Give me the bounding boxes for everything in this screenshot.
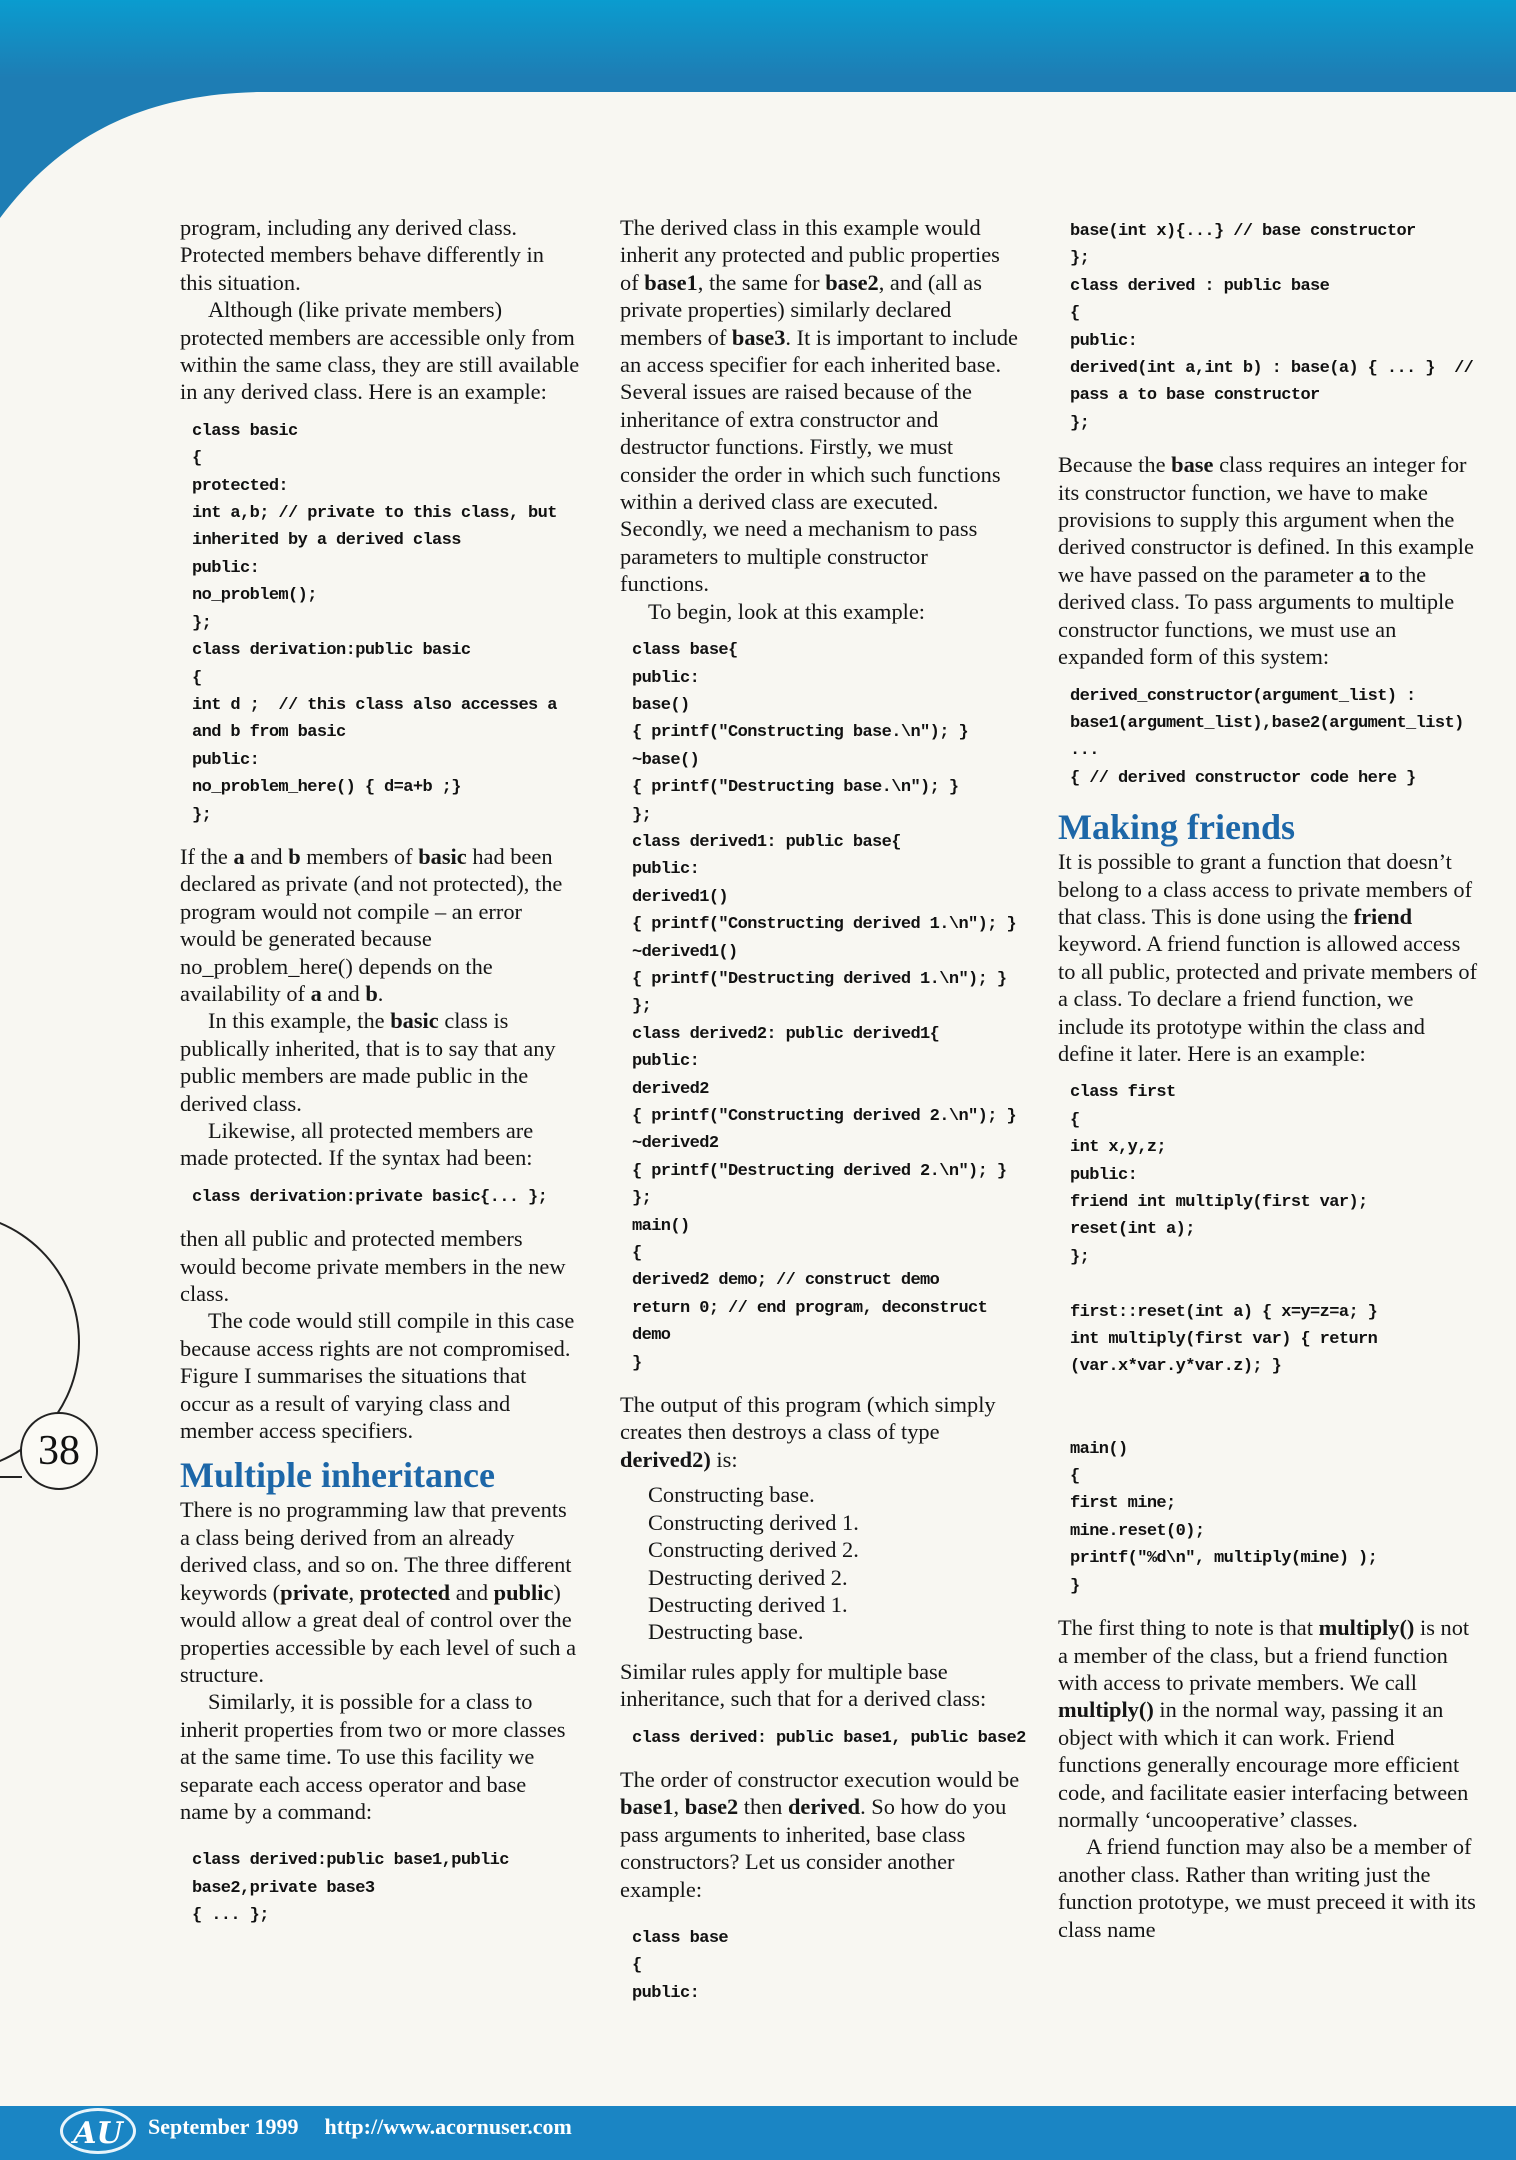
top-color-band — [0, 0, 1516, 78]
code-listing: class base { public: — [632, 1928, 729, 2003]
col1-paragraph — [180, 214, 580, 296]
acorn-user-logo: AU — [60, 2108, 136, 2154]
text-run: members of — [300, 843, 419, 869]
bold-term: basic — [418, 843, 467, 869]
text-run: Although (like private members) protected members are accessible only from within the same class, they are still available in any derived class. Here is an example: — [180, 297, 580, 405]
code-listing: class derived: public base1, public base2 — [632, 1728, 1026, 1748]
text-run: There is no programming law that prevents a class being derived from an already derived class, and so on. The three different keywords ( — [180, 1497, 572, 1605]
text-run: The output of this program (which simply creates then destroys a class of type — [620, 1392, 996, 1445]
text-run: To begin, look at this example: — [648, 598, 926, 624]
text-run: then — [738, 1794, 788, 1820]
text-run: The code would still compile in this case because access rights are not compromised. Figure I summarises the situations that occur as a result of varying class and member access specifiers. — [180, 1308, 575, 1444]
code-listing: class derived:public base1,public base2,private base3 { ... }; — [192, 1851, 509, 1926]
text-run: , — [673, 1794, 685, 1820]
text-run: is not a member of the class, but a friend function with access to private members. We call — [1058, 1615, 1470, 1695]
text-run: . — [377, 980, 384, 1006]
col3-paragraph — [1058, 1833, 1478, 1943]
text-run: Likewise, all protected members are made protected. If the syntax had been: — [180, 1118, 534, 1171]
col1-paragraph — [180, 1225, 580, 1307]
text-run: and — [244, 843, 289, 869]
text-run: The derived class in this example would inherit any protected and public properties of — [620, 215, 1000, 295]
text-run: . So how do you pass arguments to inherited, base class constructors? Let us consider another example: — [620, 1794, 1007, 1902]
issue-date: September 1999 — [148, 2114, 299, 2139]
text-run: , and (all as private properties) similarly declared members of — [620, 269, 982, 350]
text-run: to the derived class. To pass arguments to multiple constructor functions, we must use an expanded form of this system: — [1058, 561, 1455, 670]
column-1 — [180, 214, 580, 1944]
bold-term: base2 — [684, 1794, 739, 1820]
top-swoosh-curve — [0, 78, 1516, 218]
column-3 — [1058, 214, 1478, 1943]
col1-paragraph — [180, 843, 580, 1007]
text-run: class is publically inherited, that is to say that any public members are made public in the derived class. — [180, 1008, 556, 1116]
bold-term: a — [1358, 561, 1371, 587]
bold-term: private — [280, 1579, 349, 1605]
text-run: . It is important to include an access specifier for each inherited base. Several issues are raised because of the inheritance of extra constructor and destructor functions. Firstly, we must consider the order in which such functions within a derived class are executed. Secondly, we need a mechanism to pass parameters to multiple constructor functions. — [620, 324, 1018, 597]
text-run: and — [450, 1579, 494, 1605]
text-run: ) would allow a great deal of control over the properties accessible by each level of such a structure. — [180, 1579, 577, 1687]
page-number: 38 — [20, 1412, 98, 1490]
bold-term: base2 — [825, 269, 879, 295]
text-run: A friend function may also be a member of another class. Rather than writing just the function prototype, we must preceed it with its class name — [1058, 1834, 1476, 1942]
col2-paragraph — [620, 1766, 1020, 1903]
bold-term: multiply() — [1318, 1615, 1415, 1641]
bold-term: public — [493, 1579, 554, 1605]
text-run: The first thing to note is that — [1058, 1615, 1319, 1641]
text-run: in the normal way, passing it an object with which it can work. Friend functions generally encourage more efficient code, and facilitate easier interfacing between normally ‘uncooperative’ classes. — [1058, 1697, 1469, 1832]
bold-term: base1 — [620, 1794, 674, 1820]
text-run: The order of constructor execution would be — [620, 1766, 1020, 1792]
bold-term: protected — [359, 1579, 451, 1605]
col3-paragraph — [1058, 848, 1478, 1067]
bold-term: base3 — [731, 324, 786, 350]
col1-paragraph — [180, 1307, 580, 1444]
page-tab-tick — [0, 1476, 22, 1478]
output-line: Constructing base. — [648, 1482, 815, 1508]
col3-paragraph — [1058, 451, 1478, 670]
bold-term: b — [365, 980, 378, 1006]
text-run: program, including any derived class. Protected members behave differently in this situation. — [180, 215, 544, 295]
section-heading: Making friends — [1058, 807, 1296, 848]
output-line: Destructing base. — [648, 1619, 804, 1645]
col1-paragraph — [180, 1007, 580, 1117]
bold-term: derived — [787, 1794, 861, 1820]
col1-paragraph — [180, 1117, 580, 1172]
code-listing: class base{ public: base() { printf("Constructing base.\n"); } ~base() { printf("Destructing base.\n"); } }; class derived1: public base{ public: derived1() { printf("Constructing derived 1.\n"); } ~derived1() { printf("Destructing derived 1.\n"); } }; class derived2: public derived1{ public: derived2 { printf("Constructing derived 2.\n"); } ~derived2 { printf("Destructing derived 2.\n"); } }; main() { derived2 demo; // construct demo return 0; // end program, deconstruct demo } — [632, 641, 1017, 1373]
col3-paragraph — [1058, 1614, 1478, 1833]
website-link[interactable]: http://www.acornuser.com — [324, 2114, 572, 2139]
output-line: Destructing derived 2. — [648, 1564, 848, 1590]
output-line: Constructing derived 2. — [648, 1537, 859, 1563]
column-2 — [620, 214, 1026, 2021]
code-listing: class derivation:private basic{... }; — [192, 1187, 548, 1207]
bold-term: base1 — [644, 269, 698, 295]
bold-term: multiply() — [1058, 1697, 1154, 1723]
col1-paragraph — [180, 1496, 580, 1688]
bold-term: b — [288, 843, 301, 869]
text-run: Similarly, it is possible for a class to inherit properties from two or more classes at the same time. To use this facility we separate each access operator and base name by a command: — [180, 1689, 566, 1824]
col1-paragraph — [180, 1688, 580, 1825]
bold-term: friend — [1353, 903, 1413, 929]
col2-paragraph — [620, 1658, 1020, 1713]
text-run: , the same for — [697, 269, 826, 295]
col2-paragraph — [620, 598, 1020, 625]
bold-term: basic — [390, 1008, 439, 1034]
text-run: keyword. A friend function is allowed access to all public, protected and private members of a class. To declare a friend function, we include its prototype within the class and define it later. Here is an example: — [1058, 931, 1478, 1066]
text-run: It is possible to grant a function that doesn’t belong to a class access to private members of that class. This is done using the — [1058, 849, 1473, 929]
code-listing: class basic { protected: int a,b; // private to this class, but inherited by a derived class public: no_problem(); }; class derivation:public basic { int d ; // this class also accesses a and b from basic public: no_problem_here() { d=a+b ;} }; — [192, 421, 557, 825]
text-run: had been declared as private (and not protected), the program would not compile – an error would be generated because no_problem_here() depends on the availability of — [180, 843, 563, 1006]
bold-term: derived2) — [620, 1446, 711, 1472]
text-run: is: — [710, 1446, 738, 1472]
code-listing: derived_constructor(argument_list) : base1(argument_list),base2(argument_list) ... { // derived constructor code here } — [1070, 686, 1464, 788]
text-run: If the — [180, 843, 234, 869]
text-run: In this example, the — [208, 1008, 391, 1034]
code-listing: class first { int x,y,z; public: friend int multiply(first var); reset(int a); }; first::reset(int a) { x=y=z=a; } int multiply(first var) { return (var.x*var.y*var.z); } main() { first mine; mine.reset(0); printf("%d\n", multiply(mine) ); } — [1070, 1083, 1378, 1596]
program-output — [648, 1481, 1020, 1645]
section-heading: Multiple inheritance — [180, 1455, 495, 1496]
output-line: Constructing derived 1. — [648, 1509, 859, 1535]
footer-text — [148, 2114, 572, 2140]
col2-paragraph — [620, 214, 1020, 598]
bold-term: a — [233, 843, 245, 869]
text-run: then all public and protected members would become private members in the new class. — [180, 1226, 566, 1307]
bold-term: base — [1171, 452, 1214, 478]
code-listing: base(int x){...} // base constructor }; class derived : public base { public: derived(int a,int b) : base(a) { ... } // pass a to base constructor }; — [1070, 222, 1474, 433]
text-run: , — [348, 1579, 360, 1605]
bold-term: a — [310, 980, 322, 1006]
text-run: Because the — [1058, 452, 1172, 478]
col1-paragraph — [180, 296, 580, 406]
text-run: class requires an integer for its constructor function, we have to make provisions to supply this argument when the derived constructor is defined. In this example we have passed on the parameter — [1058, 452, 1474, 587]
text-run: Similar rules apply for multiple base inheritance, such that for a derived class: — [620, 1658, 987, 1712]
col2-paragraph — [620, 1391, 1020, 1473]
output-line: Destructing derived 1. — [648, 1591, 848, 1617]
text-run: and — [321, 980, 366, 1006]
